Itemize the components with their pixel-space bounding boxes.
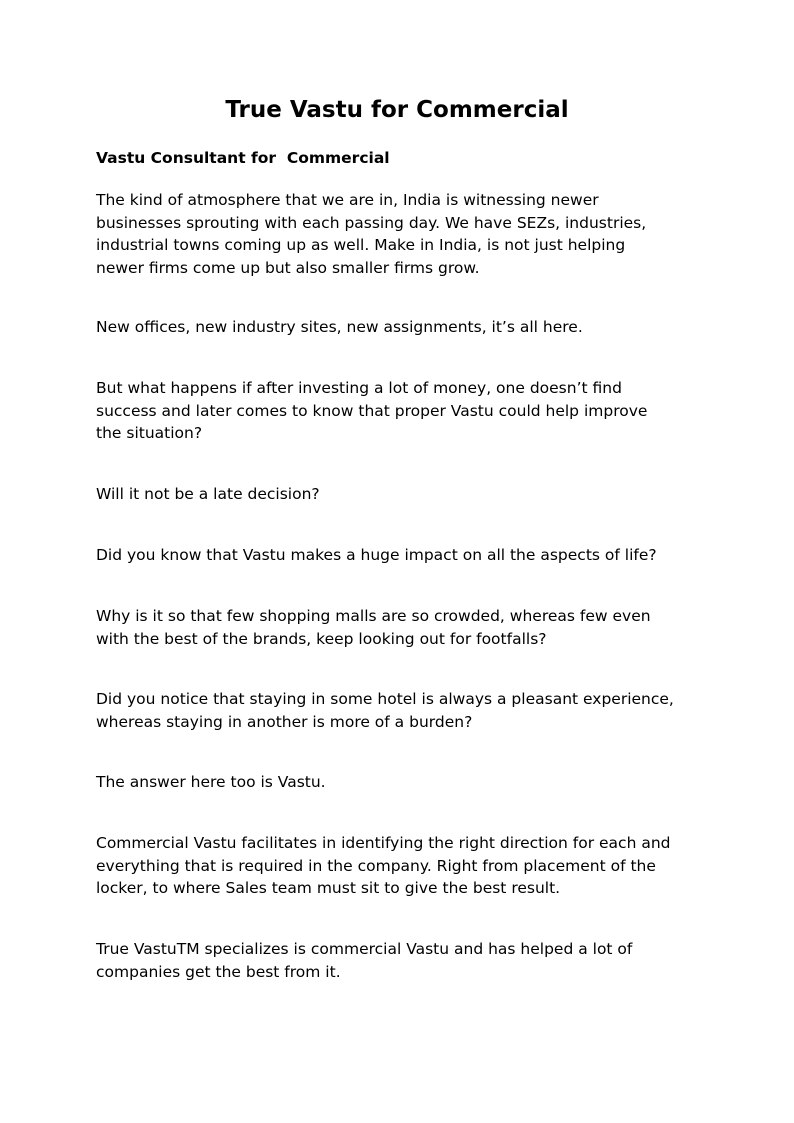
paragraph-hotel	[96, 688, 706, 733]
text-line: Did you know that Vastu makes a huge impact on all the aspects of life?	[96, 546, 657, 564]
text-line: industrial towns coming up as well. Make in India, is not just helping	[96, 236, 626, 254]
paragraph-investing	[96, 377, 706, 445]
text-line: locker, to where Sales team must sit to give the best result.	[96, 879, 561, 897]
text-line: But what happens if after investing a lot of money, one doesn’t find	[96, 379, 622, 397]
paragraph-shopping-malls	[96, 605, 706, 650]
text-line: True VastuTM specializes is commercial Vastu and has helped a lot of	[96, 940, 633, 958]
page-title: True Vastu for Commercial	[225, 97, 569, 123]
paragraph-commercial-vastu	[96, 832, 706, 900]
section-subtitle: Vastu Consultant for Commercial	[96, 149, 390, 167]
text-line: The answer here too is Vastu.	[96, 773, 326, 791]
paragraph-late-decision	[96, 483, 706, 506]
text-line: Why is it so that few shopping malls are so crowded, whereas few even	[96, 607, 651, 625]
text-line: Did you notice that staying in some hotel is always a pleasant experience,	[96, 690, 674, 708]
text-line: with the best of the brands, keep looking out for footfalls?	[96, 629, 547, 648]
text-line: the situation?	[96, 424, 203, 442]
paragraph-new-offices	[96, 316, 706, 339]
text-line: New offices, new industry sites, new assignments, it’s all here.	[96, 318, 583, 336]
text-line: companies get the best from it.	[96, 962, 341, 981]
paragraph-huge-impact	[96, 544, 706, 567]
text-line: whereas staying in another is more of a burden?	[96, 712, 473, 731]
text-line: Commercial Vastu facilitates in identifying the right direction for each and	[96, 834, 671, 852]
paragraph-true-vastu	[96, 938, 706, 983]
text-line: success and later comes to know that proper Vastu could help improve	[96, 401, 648, 420]
text-line: newer firms come up but also smaller firms grow.	[96, 258, 480, 277]
text-line: The kind of atmosphere that we are in, India is witnessing newer	[96, 191, 599, 209]
paragraph-answer	[96, 771, 706, 794]
text-line: Will it not be a late decision?	[96, 485, 320, 503]
paragraph-atmosphere	[96, 189, 706, 279]
text-line: everything that is required in the company. Right from placement of the	[96, 856, 656, 875]
text-line: businesses sprouting with each passing day. We have SEZs, industries,	[96, 213, 647, 232]
